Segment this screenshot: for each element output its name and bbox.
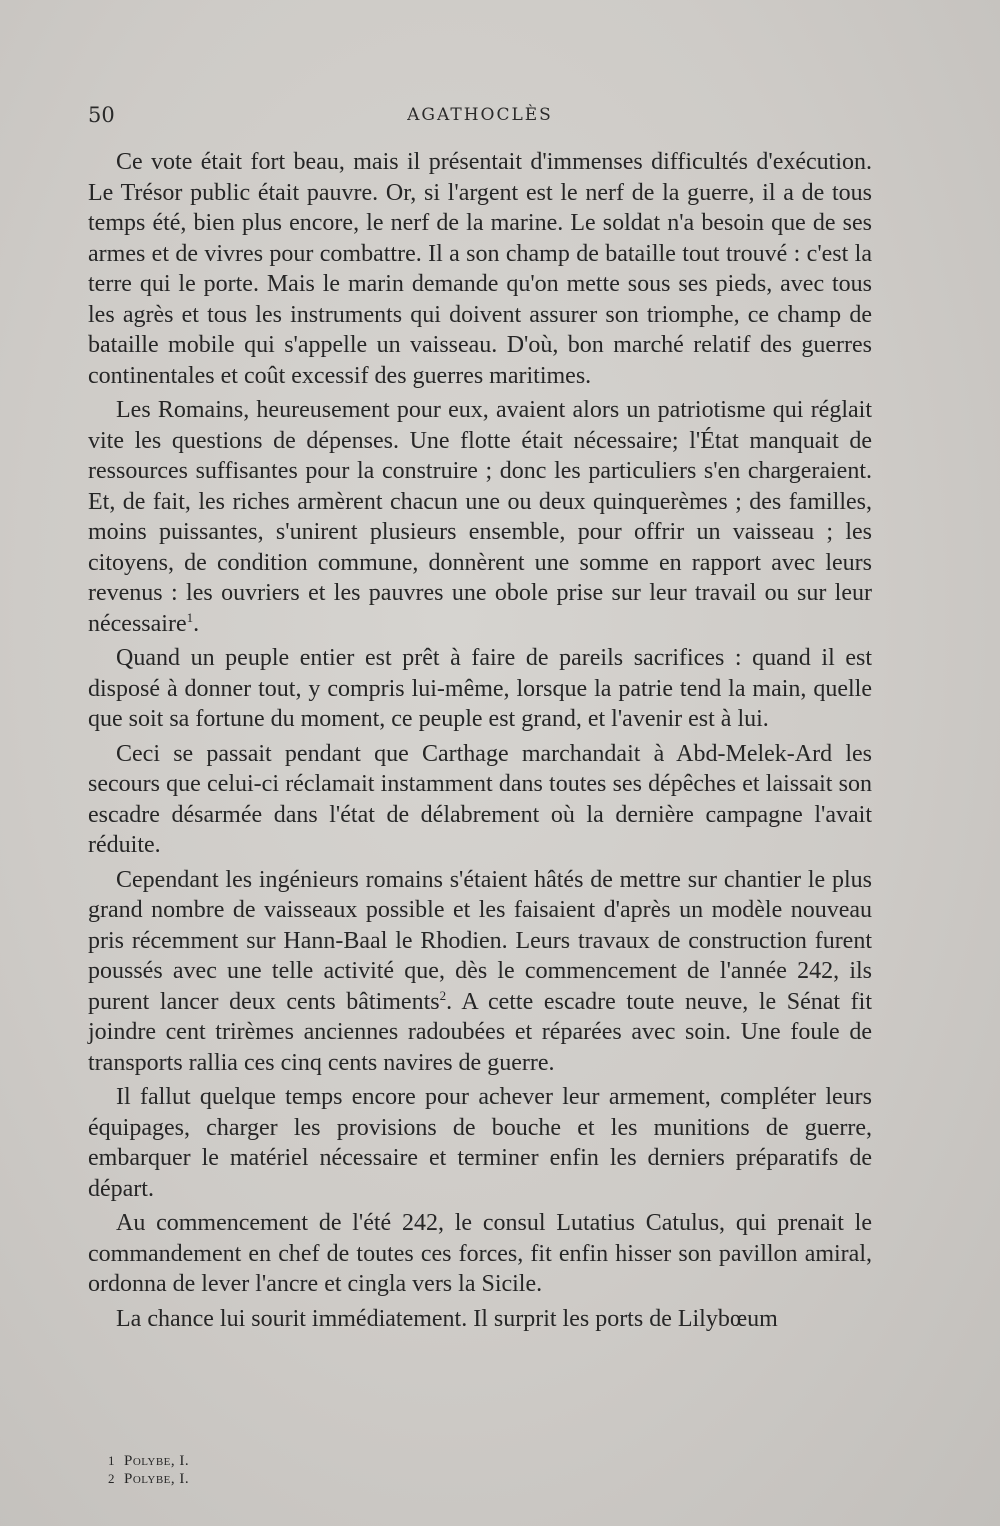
paragraph: Quand un peuple entier est prêt à faire de pareils sacrifices : quand il est disposé à donner tout, y compris lui-même, lorsque la patrie tend la main, quelle que soit sa fortune du moment, ce peuple est grand, et l'avenir est à lui. — [88, 645, 872, 732]
running-title: AGATHOCLÈS — [407, 105, 553, 125]
footnote — [108, 1452, 508, 1470]
paragraph: La chance lui sourit immédiatement. Il surprit les ports de Lilybœum — [116, 1305, 778, 1332]
footnote-number: 2 — [108, 1471, 115, 1486]
paragraph: Ceci se passait pendant que Carthage marchandait à Abd-Melek-Ard les secours que celui-ci réclamait instamment dans toutes ses dépêches et laissait son escadre désarmée dans l'état de délabrement où la dernière campagne l'avait réduite. — [88, 740, 872, 858]
footnotes — [108, 1452, 508, 1488]
footnote-reference: Polybe, I. — [124, 1471, 190, 1487]
paragraph: Au commencement de l'été 242, le consul Lutatius Catulus, qui prenait le commandement en chef de toutes ces forces, fit enfin hisser son pavillon amiral, ordonna de lever l'ancre et cingla vers la Sicile. — [88, 1210, 872, 1297]
footnote-number: 1 — [108, 1453, 115, 1468]
paragraph: Ce vote était fort beau, mais il présentait d'immenses difficultés d'exécution. Le Trésor public était pauvre. Or, si l'argent est le nerf de la guerre, il a de tous temps été, bien plus encore, le nerf de la marine. Le soldat n'a besoin que de ses armes et de vivres pour combattre. Il a son champ de bataille tout trouvé : c'est la terre qui le porte. Mais le marin demande qu'on mette sous ses pieds, avec tous les agrès et tous les instruments qui doivent assurer son triomphe, ce champ de bataille mobile qui s'appelle un vaisseau. D'où, bon marché relatif des guerres continentales et coût excessif des guerres maritimes. — [88, 149, 872, 389]
body-text — [88, 147, 872, 1334]
page-number: 50 — [88, 103, 115, 127]
page-header — [88, 103, 872, 133]
paragraph: Cependant les ingénieurs romains s'étaient hâtés de mettre sur chantier le plus grand nombre de vaisseaux possible et les faisaient d'après un modèle nouveau pris récemment sur Hann-Baal le Rhodien. Leurs travaux de construction furent poussés avec une telle activité que, dès le commencement de l'année 242, ils purent lancer deux cents bâtiments$^2$. A cette escadre toute neuve, le Sénat fit joindre cent trirèmes anciennes radoubées et réparées avec soin. Une foule de transports rallia ces cinq cents navires de guerre. — [88, 866, 872, 1076]
paragraph: Il fallut quelque temps encore pour achever leur armement, compléter leurs équipages, charger les provisions de bouche et les munitions de guerre, embarquer le matériel nécessaire et terminer enfin les derniers préparatifs de départ. — [88, 1084, 872, 1202]
footnote-marker: 1 — [186, 609, 194, 625]
paragraph: Les Romains, heureusement pour eux, avaient alors un patriotisme qui réglait vite les questions de dépenses. Une flotte était nécessaire; l'État manquait de ressources suffisantes pour la construire ; donc les particuliers s'en chargeraient. Et, de fait, les riches armèrent chacun une ou deux quinquerèmes ; des familles, moins puissantes, s'unirent plusieurs ensemble, pour offrir un vaisseau ; les citoyens, de condition commune, donnèrent une somme en rapport avec leurs revenus : les ouvriers et les pauvres une obole prise sur leur travail ou sur leur nécessaire$^1$. — [88, 397, 872, 637]
footnote-marker: 2 — [439, 987, 447, 1003]
footnote — [108, 1470, 508, 1488]
footnote-reference: Polybe, I. — [124, 1453, 190, 1469]
